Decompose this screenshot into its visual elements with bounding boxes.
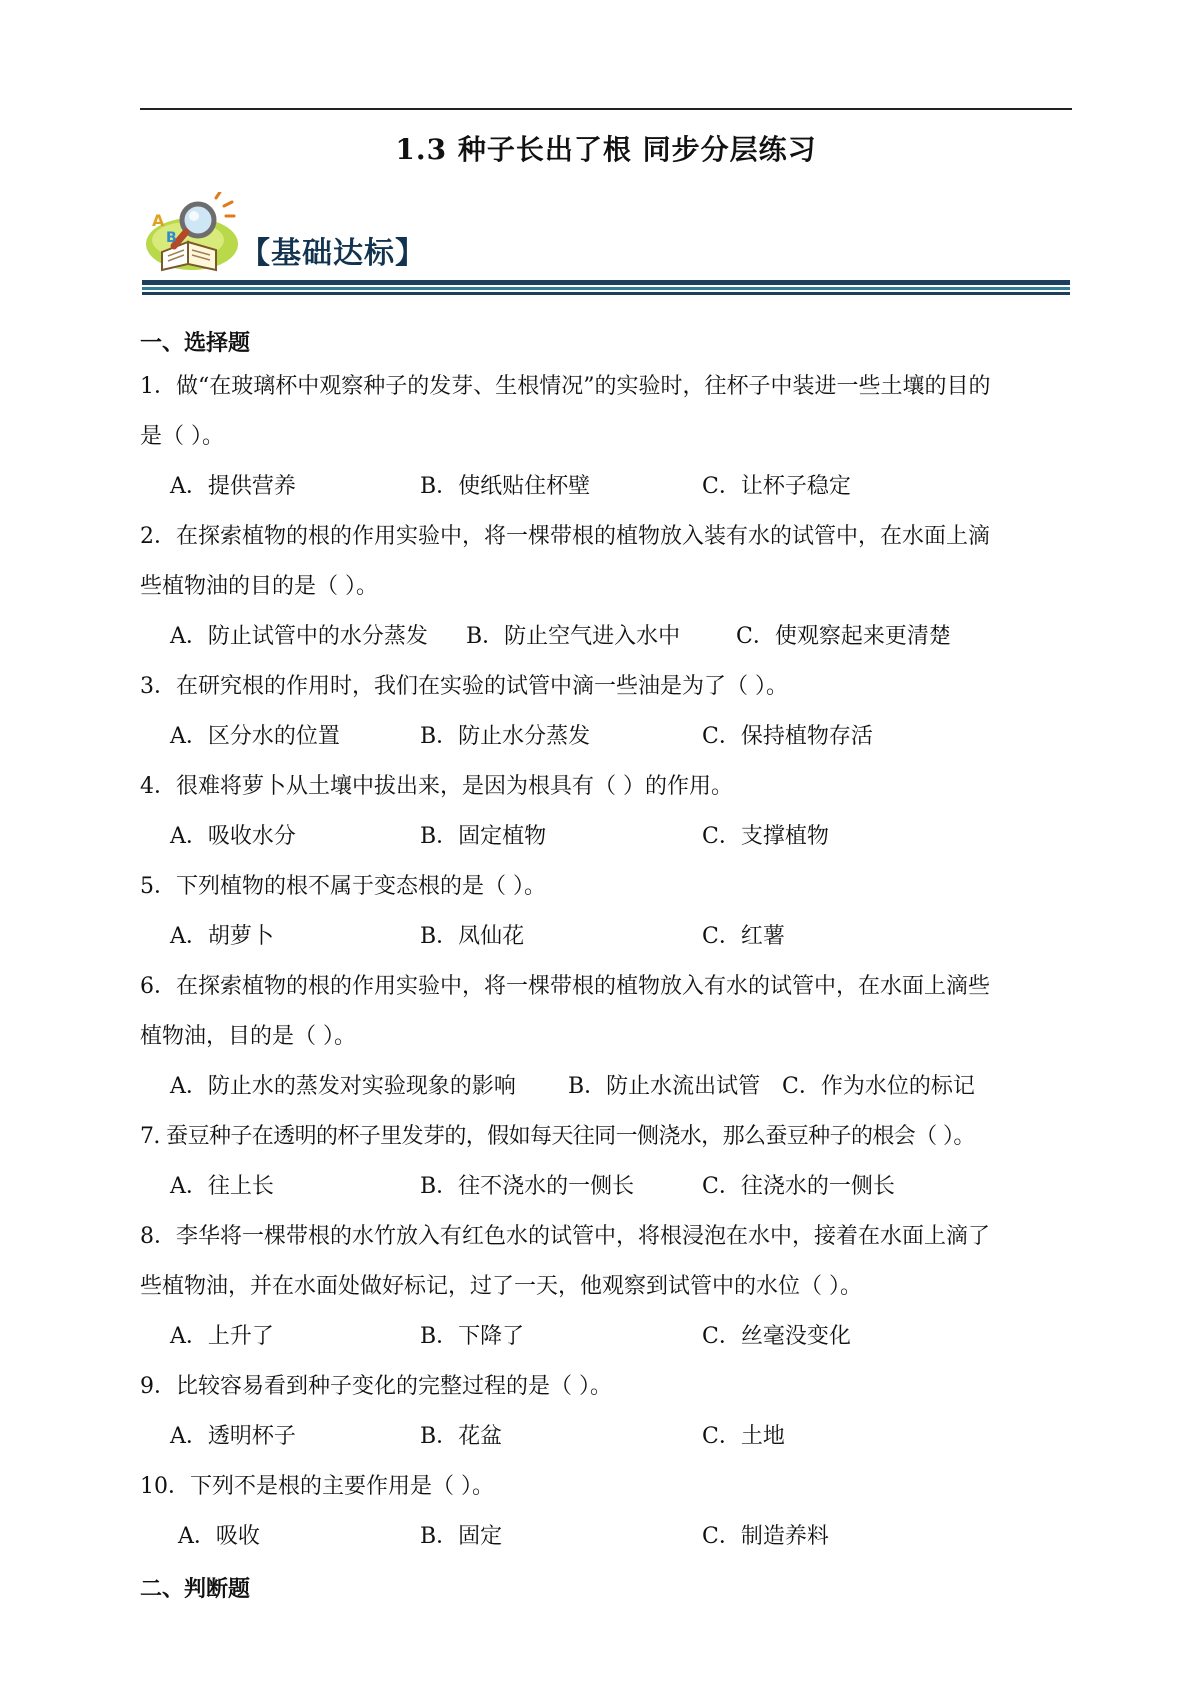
option-c: C．让杯子稳定 (702, 474, 851, 499)
question-text: 6．在探索植物的根的作用实验中，将一棵带根的植物放入有水的试管中，在水面上滴些 (140, 974, 990, 999)
option-c: C．红薯 (702, 924, 785, 949)
option-b: B．往不浇水的一侧长 (420, 1174, 635, 1199)
option-c: C．丝毫没变化 (702, 1324, 851, 1349)
option-row (0, 926, 1200, 956)
option-row (0, 726, 1200, 756)
option-b: B．防止水分蒸发 (420, 724, 591, 749)
option-a: A．吸收水分 (170, 824, 296, 849)
option-a: A．上升了 (170, 1324, 274, 1349)
option-b: B．使纸贴住杯壁 (420, 474, 591, 499)
question-text: 些植物油的目的是（ ）。 (140, 574, 378, 599)
header-rule (140, 108, 1072, 110)
question-text: 3．在研究根的作用时，我们在实验的试管中滴一些油是为了（ ）。 (140, 674, 788, 699)
question-text: 9．比较容易看到种子变化的完整过程的是（ ）。 (140, 1374, 612, 1399)
question-text: 植物油，目的是（ ）。 (140, 1024, 356, 1049)
option-a: A．区分水的位置 (170, 724, 340, 749)
option-b: B．下降了 (420, 1324, 525, 1349)
option-b: B．花盆 (420, 1424, 503, 1449)
option-a: A．防止试管中的水分蒸发 (170, 624, 428, 649)
document-title: 1.3 种子长出了根 同步分层练习 (395, 133, 817, 166)
option-c: C．作为水位的标记 (782, 1074, 975, 1099)
option-row (0, 1326, 1200, 1356)
banner-rule (142, 292, 1070, 295)
option-a: A．透明杯子 (170, 1424, 296, 1449)
banner-rule (142, 287, 1070, 290)
question-text: 些植物油，并在水面处做好标记，过了一天，他观察到试管中的水位（ ）。 (140, 1274, 862, 1299)
option-a: A．防止水的蒸发对实验现象的影响 (170, 1074, 516, 1099)
part-heading-judgement: 二、判断题 (140, 1576, 251, 1602)
option-row (0, 1176, 1200, 1206)
option-row (0, 826, 1200, 856)
question-text: 10．下列不是根的主要作用是（ ）。 (140, 1474, 494, 1499)
question-text: 1．做“在玻璃杯中观察种子的发芽、生根情况”的实验时，往杯子中装进一些土壤的目的 (140, 374, 991, 399)
option-c: C．土地 (702, 1424, 785, 1449)
question-text: 2．在探索植物的根的作用实验中，将一棵带根的植物放入装有水的试管中，在水面上滴 (140, 524, 990, 549)
option-row (0, 1426, 1200, 1456)
svg-text:B: B (166, 230, 177, 246)
section-label: 【基础达标】 (240, 236, 426, 271)
option-b: B．固定植物 (420, 824, 547, 849)
option-row (0, 1076, 1200, 1106)
part-heading-choice: 一、选择题 (140, 330, 251, 356)
option-a: A．胡萝卜 (170, 924, 274, 949)
option-b: B．凤仙花 (420, 924, 525, 949)
option-row (0, 1526, 1200, 1556)
question-text: 是（ ）。 (140, 424, 224, 449)
question-text: 5．下列植物的根不属于变态根的是（ ）。 (140, 874, 546, 899)
question-text: 7. 蚕豆种子在透明的杯子里发芽的，假如每天往同一侧浇水，那么蚕豆种子的根会（ ）。 (140, 1124, 975, 1149)
option-c: C．使观察起来更清楚 (736, 624, 951, 649)
option-a: A．吸收 (178, 1524, 260, 1549)
option-row (0, 626, 1200, 656)
option-c: C．支撑植物 (702, 824, 829, 849)
magnifier-book-icon (144, 192, 242, 274)
option-b: B．防止空气进入水中 (466, 624, 681, 649)
svg-text:A: A (152, 211, 165, 230)
option-c: C．保持植物存活 (702, 724, 873, 749)
section-banner (140, 192, 1072, 302)
option-c: C．制造养料 (702, 1524, 829, 1549)
question-text: 8．李华将一棵带根的水竹放入有红色水的试管中，将根浸泡在水中，接着在水面上滴了 (140, 1224, 990, 1249)
option-b: B．防止水流出试管 (568, 1074, 761, 1099)
option-c: C．往浇水的一侧长 (702, 1174, 895, 1199)
option-row (0, 476, 1200, 506)
option-a: A．往上长 (170, 1174, 274, 1199)
option-a: A．提供营养 (170, 474, 296, 499)
option-b: B．固定 (420, 1524, 503, 1549)
question-text: 4．很难将萝卜从土壤中拔出来，是因为根具有（ ）的作用。 (140, 774, 733, 799)
banner-rule (142, 280, 1070, 285)
